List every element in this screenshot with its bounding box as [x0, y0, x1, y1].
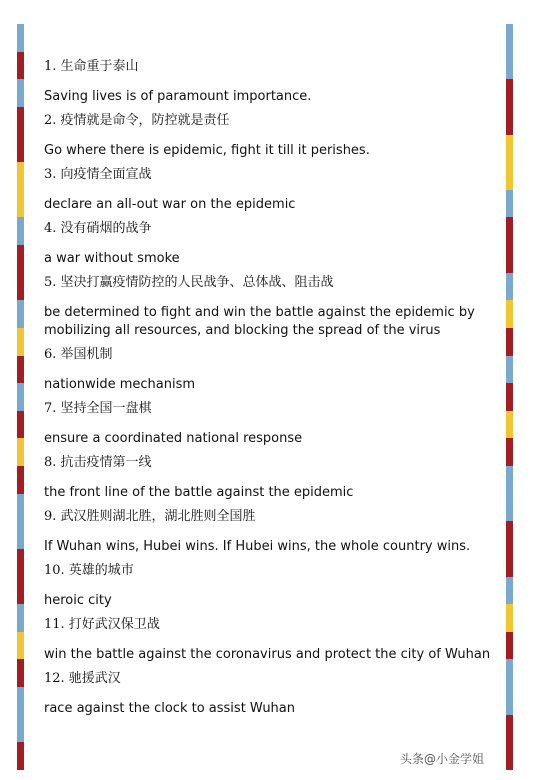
phrase-english: be determined to fight and win the battle against the epidemic by mobilizing all resources, and blocking the spread of the virus	[44, 305, 475, 338]
phrase-english: a war without smoke	[44, 251, 180, 266]
border-segment	[506, 577, 513, 605]
phrase-chinese: 2. 疫情就是命令，防控就是责任	[44, 113, 230, 128]
border-segment	[17, 135, 24, 163]
border-segment	[506, 107, 513, 135]
border-segment	[506, 411, 513, 439]
phrase-chinese: 3. 向疫情全面宣战	[44, 167, 152, 182]
border-segment	[17, 162, 24, 190]
phrase-english: declare an all-out war on the epidemic	[44, 197, 296, 212]
watermark: 头条@小金学姐	[400, 752, 485, 766]
border-segment	[506, 632, 513, 660]
phrase-entry-12	[44, 670, 494, 718]
phrase-english: Go where there is epidemic, fight it till it perishes.	[44, 143, 370, 158]
border-segment	[506, 549, 513, 577]
phrase-entry-8	[44, 454, 494, 502]
border-segment	[506, 273, 513, 301]
border-segment	[17, 411, 24, 439]
border-segment	[506, 245, 513, 273]
phrase-entry-7	[44, 400, 494, 448]
phrase-english: Saving lives is of paramount importance.	[44, 89, 312, 104]
border-segment	[17, 24, 24, 52]
border-segment	[17, 52, 24, 80]
border-segment	[17, 273, 24, 301]
border-segment	[506, 659, 513, 687]
border-segment	[506, 466, 513, 494]
border-segment	[506, 217, 513, 245]
phrase-entry-2	[44, 112, 494, 160]
border-segment	[17, 632, 24, 660]
border-segment	[17, 300, 24, 328]
phrase-entry-11	[44, 616, 494, 664]
border-segment	[506, 52, 513, 80]
border-segment	[17, 466, 24, 494]
phrase-english: the front line of the battle against the epidemic	[44, 485, 354, 500]
left-border-strip	[17, 24, 24, 770]
border-segment	[17, 577, 24, 605]
border-segment	[17, 604, 24, 632]
border-segment	[17, 659, 24, 687]
phrase-chinese: 5. 坚决打赢疫情防控的人民战争、总体战、阻击战	[44, 275, 334, 290]
phrase-entry-1	[44, 58, 494, 106]
phrase-chinese: 10. 英雄的城市	[44, 563, 134, 578]
phrase-english: If Wuhan wins, Hubei wins. If Hubei wins, the whole country wins.	[44, 539, 471, 554]
border-segment	[506, 383, 513, 411]
border-segment	[506, 79, 513, 107]
phrase-english: nationwide mechanism	[44, 377, 196, 392]
phrase-chinese: 7. 坚持全国一盘棋	[44, 401, 152, 416]
border-segment	[17, 742, 24, 770]
border-segment	[506, 494, 513, 522]
border-segment	[17, 494, 24, 522]
phrase-chinese: 9. 武汉胜则湖北胜，湖北胜则全国胜	[44, 509, 256, 524]
border-segment	[506, 521, 513, 549]
phrase-chinese: 4. 没有硝烟的战争	[44, 221, 152, 236]
phrase-entry-5	[44, 274, 494, 340]
phrase-english: heroic city	[44, 593, 112, 608]
border-segment	[506, 300, 513, 328]
border-segment	[17, 715, 24, 743]
border-segment	[17, 438, 24, 466]
border-segment	[506, 687, 513, 715]
border-segment	[506, 742, 513, 770]
border-segment	[17, 79, 24, 107]
border-segment	[506, 715, 513, 743]
border-segment	[506, 604, 513, 632]
phrase-chinese: 11. 打好武汉保卫战	[44, 617, 160, 632]
phrase-list	[44, 58, 494, 724]
border-segment	[506, 135, 513, 163]
phrase-chinese: 6. 举国机制	[44, 347, 113, 362]
border-segment	[17, 356, 24, 384]
phrase-english: race against the clock to assist Wuhan	[44, 701, 295, 716]
phrase-entry-6	[44, 346, 494, 394]
phrase-chinese: 8. 抗击疫情第一线	[44, 455, 152, 470]
phrase-chinese: 1. 生命重于泰山	[44, 59, 139, 74]
border-segment	[506, 356, 513, 384]
phrase-entry-9	[44, 508, 494, 556]
border-segment	[17, 687, 24, 715]
border-segment	[17, 190, 24, 218]
phrase-english: ensure a coordinated national response	[44, 431, 303, 446]
border-segment	[506, 438, 513, 466]
right-border-strip	[506, 24, 513, 770]
phrase-chinese: 12. 驰援武汉	[44, 671, 121, 686]
border-segment	[506, 328, 513, 356]
phrase-english: win the battle against the coronavirus and protect the city of Wuhan	[44, 647, 491, 662]
border-segment	[17, 521, 24, 549]
border-segment	[17, 328, 24, 356]
border-segment	[17, 107, 24, 135]
border-segment	[17, 245, 24, 273]
border-segment	[17, 217, 24, 245]
phrase-entry-3	[44, 166, 494, 214]
phrase-entry-10	[44, 562, 494, 610]
border-segment	[17, 549, 24, 577]
border-segment	[506, 190, 513, 218]
border-segment	[506, 162, 513, 190]
phrase-entry-4	[44, 220, 494, 268]
border-segment	[506, 24, 513, 52]
border-segment	[17, 383, 24, 411]
